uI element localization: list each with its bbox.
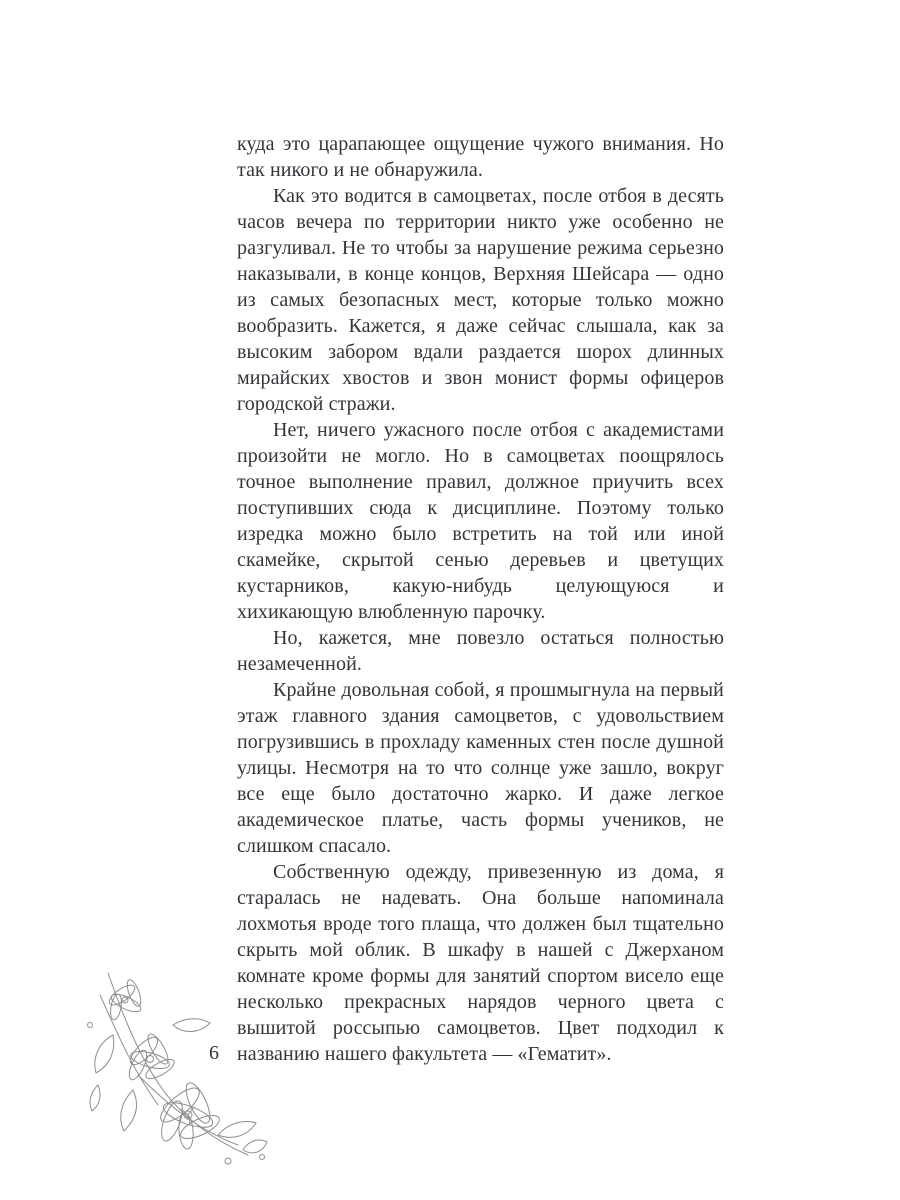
body-text [237,131,724,1067]
paragraph: Как это водится в самоцветах, после отбоя в десять часов вечера по территории никто уже особенно не разгуливал. Не то чтобы за нарушение режима серьезно наказывали, в конце концов, Верхняя Шейсара — одно из самых безопасных мест, которые только можно вообразить. Кажется, я даже сейчас слышала, как за высоким забором вдали раздается шорох длинных мирайских хвостов и звон монист формы офицеров городской стражи. [237,185,724,415]
paragraph: Нет, ничего ужасного после отбоя с академистами произойти не могло. Но в самоцветах поощрялось точное выполнение правил, должное приучить всех поступивших сюда к дисциплине. Поэтому только изредка можно было встретить на той или иной скамейке, скрытой сенью деревьев и цветущих кустарников, какую-нибудь целующуюся и хихикающую влюбленную парочку. [237,419,724,623]
paragraph: Но, кажется, мне повезло остаться полностью незамеченной. [237,627,724,675]
paragraph: Собственную одежду, привезенную из дома, я старалась не надевать. Она больше напоминала лохмотья вроде того плаща, что должен был тщательно скрыть мой облик. В шкафу в нашей с Джерханом комнате кроме формы для занятий спортом висело еще несколько прекрасных нарядов черного цвета с вышитой россыпью самоцветов. Цвет подходил к названию нашего факультета — «Гематит». [237,861,724,1065]
paragraph: куда это царапающее ощущение чужого внимания. Но так никого и не обнаружила. [237,133,724,181]
paragraph: Крайне довольная собой, я прошмыгнула на первый этаж главного здания самоцветов, с удовольствием погрузившись в прохладу каменных стен после душной улицы. Несмотря на то что солнце уже зашло, вокруг все еще было достаточно жарко. И даже легкое академическое платье, часть формы учеников, не слишком спасало. [237,679,724,857]
page-number: 6 [209,1042,219,1064]
